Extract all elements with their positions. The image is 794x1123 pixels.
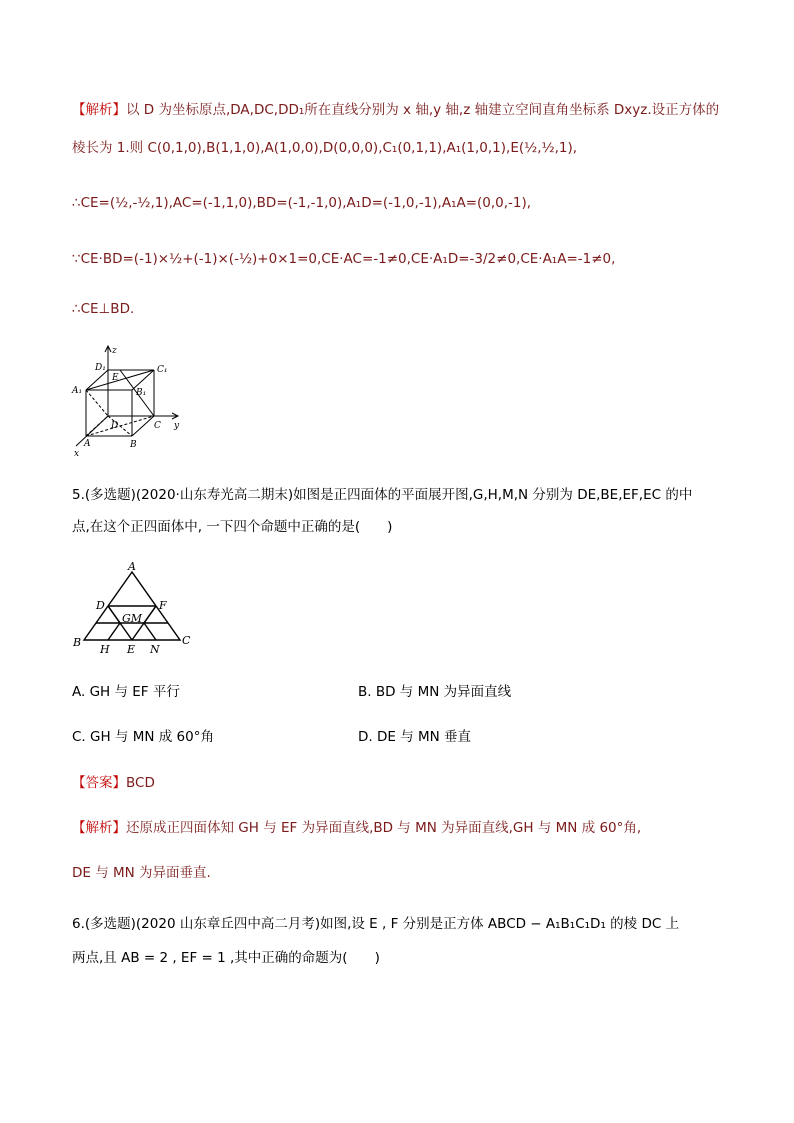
- answer-tag: 【答案】: [72, 775, 126, 791]
- cube-label-B: B: [130, 440, 137, 450]
- cube-label-x: x: [74, 449, 80, 459]
- explanation-line-1: [72, 818, 641, 838]
- tet-label-A: A: [128, 560, 136, 573]
- option-d: D. DE 与 MN 垂直: [358, 729, 472, 745]
- q6-line-2: 两点,且 AB = 2 , EF = 1 ,其中正确的命题为( ): [72, 950, 380, 966]
- tet-label-C: C: [182, 634, 191, 647]
- cube-label-A1: A₁: [72, 386, 83, 396]
- option-c: C. GH 与 MN 成 60°角: [72, 729, 214, 745]
- cube-label-D1: D₁: [95, 363, 106, 373]
- tetrahedron-net-figure: [68, 560, 198, 660]
- option-a: A. GH 与 EF 平行: [72, 684, 180, 700]
- tet-label-D: D: [96, 599, 105, 612]
- cube-label-A: A: [84, 439, 91, 449]
- explanation-text-1: 还原成正四面体知 GH 与 EF 为异面直线,BD 与 MN 为异面直线,GH 与 MN 成 60°角,: [126, 820, 642, 836]
- cube-label-z: z: [112, 346, 117, 356]
- solution-line-4: ∵CE·BD=(-1)×½+(-1)×(-½)+0×1=0,CE·AC=-1≠0,CE·A₁D=-3/2≠0,CE·A₁A=-1≠0,: [72, 251, 616, 267]
- analysis-tag-2: 【解析】: [72, 820, 126, 836]
- q5-line-2: 点,在这个正四面体中, 一下四个命题中正确的是( ): [72, 519, 393, 535]
- tet-label-E: E: [127, 643, 136, 656]
- cube-label-C: C: [154, 421, 161, 431]
- tet-label-B: B: [73, 636, 82, 649]
- tet-label-N: N: [150, 643, 160, 656]
- solution-line-1: [72, 100, 719, 120]
- explanation-line-2: DE 与 MN 为异面垂直.: [72, 865, 211, 881]
- cube-label-y: y: [174, 421, 180, 431]
- option-b: B. BD 与 MN 为异面直线: [358, 684, 512, 700]
- answer-value: BCD: [126, 775, 155, 791]
- cube-label-C1: C₁: [157, 365, 168, 375]
- tet-label-GM: GM: [122, 612, 143, 625]
- solution-text-1: 以 D 为坐标原点,DA,DC,DD₁所在直线分别为 x 轴,y 轴,z 轴建立空间直角坐标系 Dxyz.设正方体的: [126, 102, 720, 118]
- q5-line-1: 5.(多选题)(2020·山东寿光高二期末)如图是正四面体的平面展开图,G,H,M,N 分别为 DE,BE,EF,EC 的中: [72, 487, 693, 503]
- q6-line-1: 6.(多选题)(2020 山东章丘四中高二月考)如图,设 E , F 分别是正方体 ABCD − A₁B₁C₁D₁ 的棱 DC 上: [72, 916, 680, 932]
- solution-line-2: 棱长为 1.则 C(0,1,0),B(1,1,0),A(1,0,0),D(0,0,0),C₁(0,1,1),A₁(1,0,1),E(½,½,1),: [72, 140, 578, 156]
- cube-label-D: D: [111, 421, 119, 431]
- cube-label-E: E: [112, 373, 119, 383]
- cube-label-B1: B₁: [136, 388, 147, 398]
- tet-label-H: H: [100, 643, 110, 656]
- solution-line-3: ∴CE=(½,-½,1),AC=(-1,1,0),BD=(-1,-1,0),A₁D=(-1,0,-1),A₁A=(0,0,-1),: [72, 195, 532, 211]
- solution-line-5: ∴CE⊥BD.: [72, 301, 135, 317]
- answer-line: [72, 773, 155, 793]
- tet-label-F: F: [159, 599, 167, 612]
- analysis-tag: 【解析】: [72, 102, 126, 118]
- cube-figure: [66, 340, 196, 460]
